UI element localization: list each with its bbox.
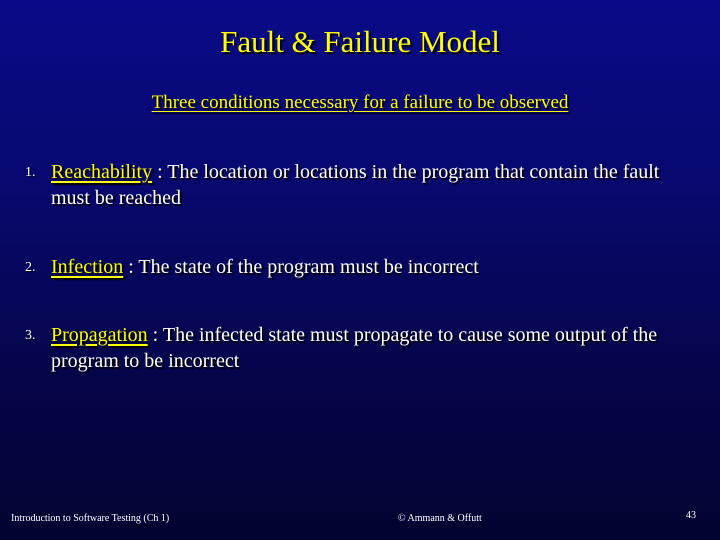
slide-subtitle: Three conditions necessary for a failure to be observed bbox=[151, 92, 569, 113]
item-body bbox=[51, 254, 701, 280]
item-text: : The infected state must propagate to cause some output of the program to be incorrect bbox=[51, 324, 658, 372]
item-text: : The location or locations in the program that contain the fault must be reached bbox=[51, 161, 660, 209]
item-body bbox=[51, 159, 701, 211]
item-term: Infection bbox=[51, 256, 124, 278]
slide-title: Fault & Failure Model bbox=[220, 24, 500, 59]
item-number: 2. bbox=[25, 260, 36, 275]
item-term: Reachability bbox=[51, 161, 153, 183]
item-term: Propagation bbox=[51, 324, 148, 346]
footer-copyright: © Ammann & Offutt bbox=[398, 513, 482, 524]
item-number: 3. bbox=[25, 328, 36, 343]
item-number: 1. bbox=[25, 165, 36, 180]
footer-course-title: Introduction to Software Testing (Ch 1) bbox=[11, 513, 170, 524]
item-body bbox=[51, 322, 701, 374]
item-text: : The state of the program must be incorrect bbox=[123, 256, 479, 278]
footer-page-number: 43 bbox=[686, 510, 696, 521]
